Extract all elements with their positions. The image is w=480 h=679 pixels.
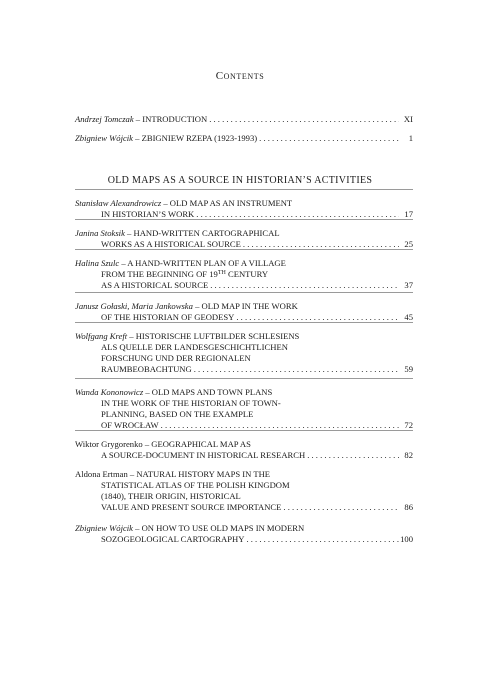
toc-entry-title: SOZOGEOLOGICAL CARTOGRAPHY <box>101 534 245 544</box>
toc-entry[interactable] <box>75 198 413 220</box>
page-title: Contents <box>215 70 265 82</box>
toc-entry-last-line <box>75 114 413 125</box>
toc-entry-author: Halina Szulc <box>75 258 120 268</box>
toc-entry-author: Stanisław Alexandrowicz <box>75 198 162 208</box>
toc-entry-last-line <box>75 364 413 375</box>
toc-entry-author: Zbigniew Wójcik <box>75 523 133 533</box>
toc-entry[interactable] <box>75 301 413 323</box>
toc-entry-page-number: XI <box>403 114 413 124</box>
toc-entry-title: OF THE HISTORIAN OF GEODESY <box>101 312 235 322</box>
toc-entry-page-number: 86 <box>404 502 413 512</box>
toc-entry-author: Zbigniew Wójcik <box>75 133 133 143</box>
toc-entry-title: OF WROCŁAW <box>101 420 159 430</box>
toc-entry-author: Janina Stoksik <box>75 228 125 238</box>
toc-entry-page-number: 100 <box>400 534 413 544</box>
toc-entry-title-line: Janina Stoksik – HAND-WRITTEN CARTOGRAPHICAL <box>75 228 280 238</box>
toc-entry-title-line: ALS QUELLE DER LANDESGESCHICHTLICHEN <box>101 342 288 352</box>
toc-entry-page-number: 37 <box>404 280 413 290</box>
toc-entry-author: Wanda Kononowicz <box>75 387 144 397</box>
toc-entry-author: Wolfgang Kreft <box>75 331 128 341</box>
dot-leader <box>281 502 399 513</box>
toc-entry-title-line: Wolfgang Kreft – HISTORISCHE LUFTBILDER SCHLESIENS <box>75 331 300 341</box>
toc-entry[interactable] <box>75 114 413 125</box>
toc-entry-last-line <box>75 280 413 291</box>
dot-leader <box>207 114 399 125</box>
divider <box>75 249 413 250</box>
toc-entry-title-line: IN THE WORK OF THE HISTORIAN OF TOWN- <box>101 398 281 408</box>
toc-entry-title: Andrzej Tomczak – INTRODUCTION <box>75 114 208 124</box>
toc-entry-author: Janusz Gołaski, Maria Jankowska <box>75 301 193 311</box>
toc-entry-last-line <box>75 133 413 144</box>
dot-leader <box>305 450 399 461</box>
toc-entry-author: Wiktor Grygorenko <box>75 439 143 449</box>
toc-entry[interactable] <box>75 439 413 461</box>
toc-entry-author: Andrzej Tomczak <box>75 114 134 124</box>
toc-entry-title-line: PLANNING, BASED ON THE EXAMPLE <box>101 409 254 419</box>
toc-entry-page-number: 59 <box>404 364 413 374</box>
toc-entry-title-line: Halina Szulc – A HAND-WRITTEN PLAN OF A VILLAGE <box>75 258 286 268</box>
toc-entry-page-number: 82 <box>404 450 413 460</box>
toc-entry[interactable] <box>75 469 413 513</box>
toc-entry-title-line: Wiktor Grygorenko – GEOGRAPHICAL MAP AS <box>75 439 251 449</box>
toc-entry-last-line <box>75 502 413 513</box>
toc-entry-title-line: FROM THE BEGINNING OF 19TH CENTURY <box>101 269 269 279</box>
toc-entry-title-line: Zbigniew Wójcik – ON HOW TO USE OLD MAPS IN MODERN <box>75 523 305 533</box>
divider <box>75 292 413 293</box>
toc-entry[interactable] <box>75 523 413 545</box>
toc-entry-title: IN HISTORIAN’S WORK <box>101 209 195 219</box>
divider <box>75 430 413 431</box>
toc-entry-page-number: 1 <box>408 133 413 143</box>
toc-entry[interactable] <box>75 258 413 291</box>
toc-entry-title-line: STATISTICAL ATLAS OF THE POLISH KINGDOM <box>101 480 290 490</box>
toc-entry-title-line: (1840), THEIR ORIGIN, HISTORICAL <box>101 491 241 501</box>
toc-entry-page-number: 25 <box>404 239 413 249</box>
toc-entry-title-line: Janusz Gołaski, Maria Jankowska – OLD MAP IN THE WORK <box>75 301 298 311</box>
toc-entry-title: A SOURCE-DOCUMENT IN HISTORICAL RESEARCH <box>101 450 306 460</box>
toc-entry-last-line <box>75 534 413 545</box>
dot-leader <box>244 534 399 545</box>
divider <box>75 219 413 220</box>
divider <box>75 378 413 379</box>
section-heading: OLD MAPS AS A SOURCE IN HISTORIAN’S ACTIVITIES <box>107 175 373 186</box>
toc-entry-title-line: Wanda Kononowicz – OLD MAPS AND TOWN PLANS <box>75 387 273 397</box>
toc-entry-page-number: 17 <box>404 209 413 219</box>
toc-entry-last-line <box>75 450 413 461</box>
divider <box>75 189 413 190</box>
toc-entry[interactable] <box>75 387 413 431</box>
dot-leader <box>192 364 399 375</box>
dot-leader <box>208 280 399 291</box>
toc-entry-author: Aldona Ertman <box>75 469 128 479</box>
toc-entry-title: AS A HISTORICAL SOURCE <box>101 280 209 290</box>
toc-entry-title-line: Stanisław Alexandrowicz – OLD MAP AS AN INSTRUMENT <box>75 198 293 208</box>
toc-entry-title: Zbigniew Wójcik – ZBIGNIEW RZEPA (1923-1993) <box>75 133 258 143</box>
divider <box>75 322 413 323</box>
toc-entry-title-line: FORSCHUNG UND DER REGIONALEN <box>101 353 251 363</box>
dot-leader <box>257 133 399 144</box>
toc-entry-page-number: 45 <box>404 312 413 322</box>
toc-entry[interactable] <box>75 331 413 375</box>
toc-entry[interactable] <box>75 228 413 250</box>
toc-entry-title-line: Aldona Ertman – NATURAL HISTORY MAPS IN THE <box>75 469 271 479</box>
toc-entry-page-number: 72 <box>404 420 413 430</box>
toc-entry-title: VALUE AND PRESENT SOURCE IMPORTANCE <box>101 502 282 512</box>
toc-entry-title: WORKS AS A HISTORICAL SOURCE <box>101 239 241 249</box>
toc-entry[interactable] <box>75 133 413 144</box>
toc-entry-title: RAUMBEOBACHTUNG <box>101 364 192 374</box>
